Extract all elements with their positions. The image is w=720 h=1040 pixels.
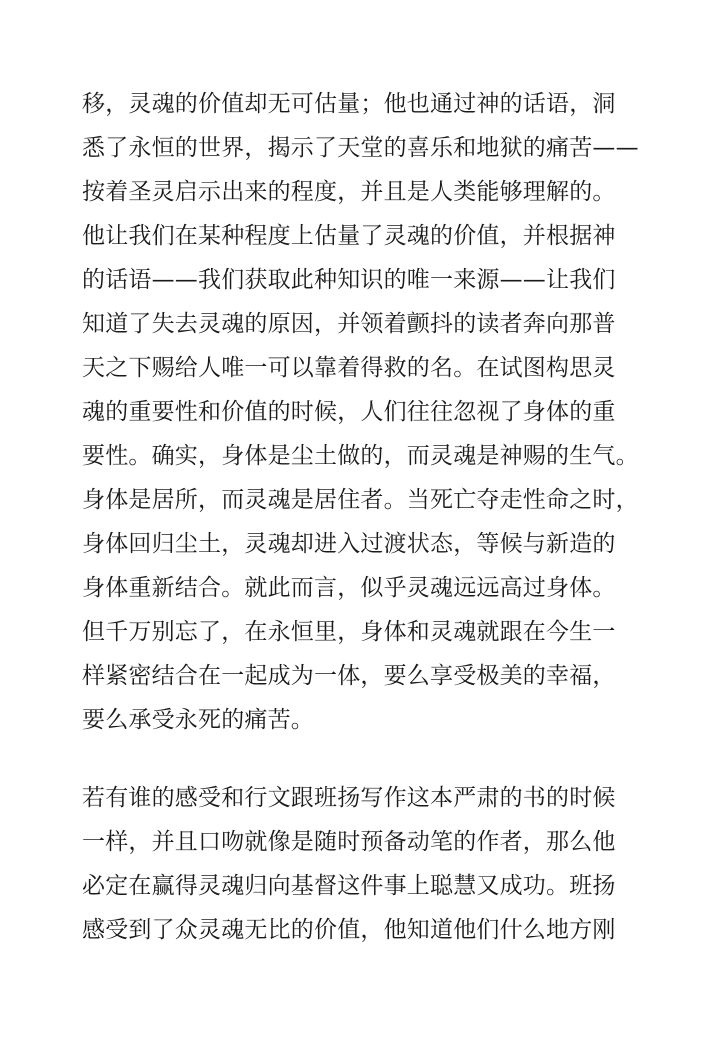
paragraph-2 (82, 776, 682, 952)
paragraph-1 (82, 82, 682, 742)
text-line: 身体回归尘土，灵魂却进入过渡状态，等候与新造的 (82, 531, 616, 557)
text-line: 要么承受永死的痛苦。 (82, 707, 314, 733)
text-line: 身体重新结合。就此而言，似乎灵魂远远高过身体。 (82, 575, 616, 601)
text-line: 感受到了众灵魂无比的价值，他知道他们什么地方刚 (82, 917, 616, 943)
text-line: 知道了失去灵魂的原因，并领着颤抖的读者奔向那普 (82, 311, 616, 337)
text-line: 悉了永恒的世界，揭示了天堂的喜乐和地狱的痛苦—— (82, 135, 639, 161)
text-line: 移，灵魂的价值却无可估量；他也通过神的话语，洞 (82, 91, 616, 117)
text-line: 天之下赐给人唯一可以靠着得救的名。在试图构思灵 (82, 355, 616, 381)
text-line: 的话语——我们获取此种知识的唯一来源——让我们 (82, 267, 616, 293)
text-line: 若有谁的感受和行文跟班扬写作这本严肃的书的时候 (82, 785, 616, 811)
text-line: 必定在赢得灵魂归向基督这件事上聪慧又成功。班扬 (82, 873, 616, 899)
text-line: 身体是居所，而灵魂是居住者。当死亡夺走性命之时， (82, 487, 639, 513)
text-line: 要性。确实，身体是尘土做的，而灵魂是神赐的生气。 (82, 443, 639, 469)
text-line: 样紧密结合在一起成为一体，要么享受极美的幸福， (82, 663, 616, 689)
text-line: 但千万别忘了，在永恒里，身体和灵魂就跟在今生一 (82, 619, 616, 645)
text-line: 魂的重要性和价值的时候，人们往往忽视了身体的重 (82, 399, 616, 425)
text-line: 按着圣灵启示出来的程度，并且是人类能够理解的。 (82, 179, 616, 205)
text-line: 他让我们在某种程度上估量了灵魂的价值，并根据神 (82, 223, 616, 249)
text-line: 一样，并且口吻就像是随时预备动笔的作者，那么他 (82, 829, 616, 855)
